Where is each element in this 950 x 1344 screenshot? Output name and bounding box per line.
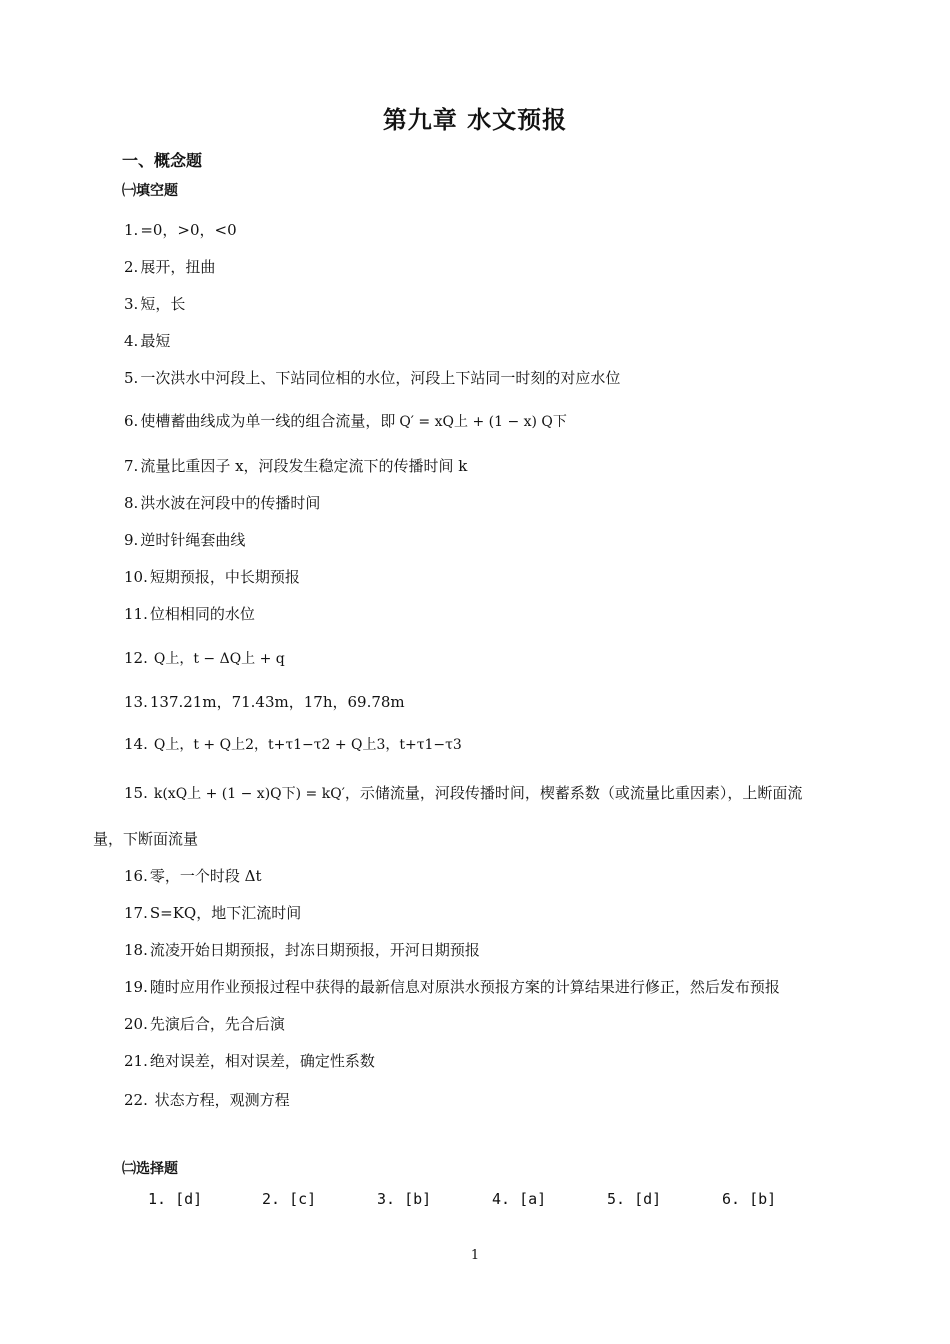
fill-in-heading: ㈠填空题 — [122, 183, 178, 199]
storage-formula: k(xQ上 + (1 − x)Q下) = kQ′ — [153, 786, 345, 802]
answer-item-19: 19. 随时应用作业预报过程中获得的最新信息对原洪水预报方案的计算结果进行修正，然后发布预报 — [124, 978, 780, 996]
choice-answer: 3. [b] — [377, 1190, 432, 1208]
answer-item-20: 20. 先演后合，先合后演 — [124, 1015, 285, 1033]
answer-item-8: 8. 洪水波在河段中的传播时间 — [124, 494, 321, 512]
choice-answers — [148, 1190, 848, 1212]
answer-item-11: 11. 位相相同的水位 — [124, 605, 255, 623]
answer-item-2: 2. 展开，扭曲 — [124, 258, 216, 276]
answer-item-17: 17. S=KQ，地下汇流时间 — [124, 904, 302, 922]
choice-heading: ㈡选择题 — [122, 1161, 178, 1177]
answer-item-3: 3. 短，长 — [124, 295, 186, 313]
choice-answer: 1. [d] — [148, 1190, 203, 1208]
choice-answer: 2. [c] — [262, 1190, 317, 1208]
answer-item-18: 18. 流凌开始日期预报，封冻日期预报，开河日期预报 — [124, 941, 480, 959]
page-title: 第九章 水文预报 — [382, 106, 568, 134]
answer-item-22: 22. 状态方程，观测方程 — [124, 1091, 290, 1109]
answer-item-5: 5. 一次洪水中河段上、下站同位相的水位，河段上下站同一时刻的对应水位 — [124, 369, 621, 387]
choice-answer: 5. [d] — [607, 1190, 662, 1208]
combined-upstream-formula: Q上，t + Q上2，t+τ1−τ2 + Q上3，t+τ1−τ3 — [153, 737, 462, 753]
page-number: 1 — [470, 1248, 480, 1263]
answer-item-7: 7. 流量比重因子 x，河段发生稳定流下的传播时间 k — [124, 457, 468, 475]
combined-flow-formula: Q′ = xQ上 + (1 − x) Q下 — [399, 414, 567, 430]
answer-item-12: 12. Q上，t − ΔQ上 + q — [124, 649, 285, 667]
answer-item-15: 15. k(xQ上 + (1 − x)Q下) = kQ′，示储流量，河段传播时间，楔蓄系数（或流量比重因素），上断面流 — [124, 784, 803, 802]
answer-item-1: 1. =0，>0，<0 — [124, 221, 237, 239]
choice-answer: 6. [b] — [722, 1190, 777, 1208]
choice-answer: 4. [a] — [492, 1190, 547, 1208]
answer-15-continuation: 量，下断面流量 — [93, 830, 199, 848]
flow-formula: Q上，t − ΔQ上 + q — [153, 651, 285, 667]
answer-item-4: 4. 最短 — [124, 332, 171, 350]
answer-item-16: 16. 零，一个时段 Δt — [124, 867, 262, 885]
section-heading: 一、概念题 — [122, 151, 203, 170]
answer-item-14: 14. Q上，t + Q上2，t+τ1−τ2 + Q上3，t+τ1−τ3 — [124, 735, 462, 753]
answer-item-13: 13. 137.21m，71.43m，17h，69.78m — [124, 693, 405, 711]
answer-item-9: 9. 逆时针绳套曲线 — [124, 531, 246, 549]
answer-item-21: 21. 绝对误差，相对误差，确定性系数 — [124, 1052, 375, 1070]
answer-item-6: 6. 使槽蓄曲线成为单一线的组合流量，即 Q′ = xQ上 + (1 − x) Q下 — [124, 412, 567, 430]
answer-item-10: 10. 短期预报，中长期预报 — [124, 568, 300, 586]
